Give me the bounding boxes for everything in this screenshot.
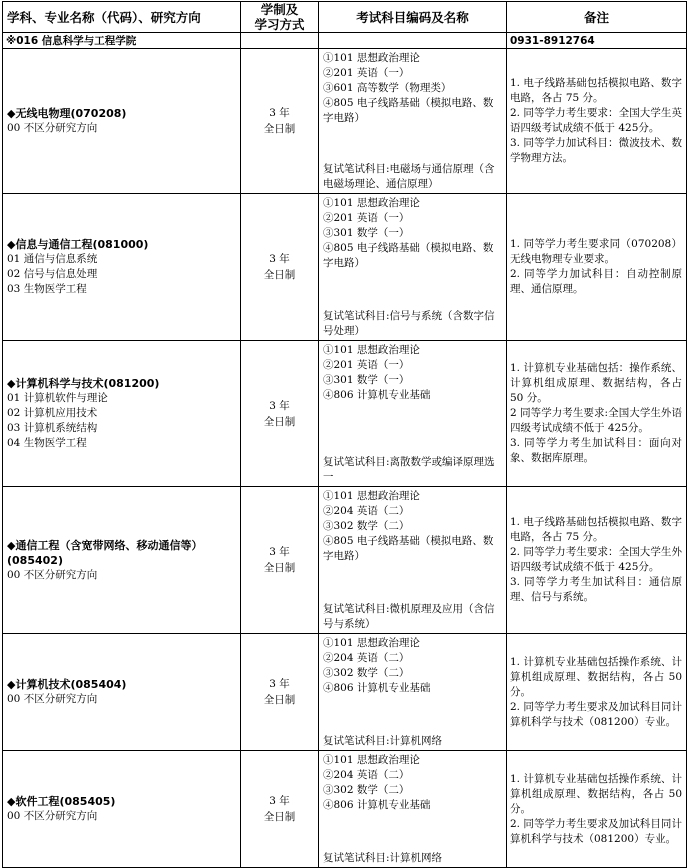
header-exam: 考试科目编码及名称: [319, 2, 507, 33]
exam-list: [323, 343, 503, 403]
exam-subjects: [319, 49, 506, 193]
exam-subject: ③302 数学（二）: [323, 667, 410, 679]
exam-subjects: [319, 341, 506, 486]
exam-cell: [319, 341, 507, 487]
note-line: 2. 同等学力考生要求及加试科目同计算机科学与技术（081200）专业。: [510, 700, 682, 728]
study-mode: 全日制: [263, 811, 296, 823]
exam-subject: ①101 思想政治理论: [323, 52, 420, 64]
study-mode-cell: [241, 194, 319, 341]
program-name: ◆通信工程（含宽带网络、移动通信等）(085402): [7, 538, 203, 567]
note-line: 3. 同等学力加试科目：微波技术、数学物理方法。: [510, 137, 682, 164]
header-program: 学科、专业名称（代码）、研究方向: [3, 2, 241, 33]
study-mode-cell: [241, 487, 319, 634]
program-row: [3, 341, 687, 487]
study-years: 3 年: [269, 253, 290, 265]
program-row: [3, 194, 687, 341]
exam-list: [323, 636, 503, 696]
exam-subject: ④806 计算机专业基础: [323, 389, 431, 401]
note-line: 2. 同等学力加试科目：自动控制原理、通信原理。: [510, 268, 682, 295]
program-row: [3, 49, 687, 194]
program-name: ◆计算机科学与技术(081200): [7, 377, 160, 390]
study-years: 3 年: [269, 795, 290, 807]
program-direction: 03 计算机系统结构: [7, 422, 98, 434]
exam-subjects: [319, 751, 506, 867]
study-years: 3 年: [269, 546, 290, 558]
exam-list: [323, 753, 503, 813]
exam-subject: ④805 电子线路基础（模拟电路、数字电路）: [323, 535, 494, 562]
exam-subject: ③601 高等数学（物理类）: [323, 82, 452, 94]
study-mode-cell: [241, 49, 319, 194]
school-row: [3, 33, 687, 49]
note-line: 2 同等学力考生要求:全国大学生外语四级考试成绩不低于 425分。: [510, 407, 682, 434]
retest-subject: 复试笔试科目:微机原理及应用（含信号与系统）: [323, 603, 495, 630]
school-blank-mode: [241, 33, 319, 49]
exam-cell: [319, 751, 507, 868]
header-row: [3, 2, 687, 33]
program-direction: 00 不区分研究方向: [7, 810, 98, 822]
program-direction: 00 不区分研究方向: [7, 122, 98, 134]
header-notes: 备注: [507, 2, 687, 33]
exam-list: [323, 51, 503, 126]
study-mode-cell: [241, 341, 319, 487]
exam-cell: [319, 634, 507, 751]
exam-subject: ②204 英语（二）: [323, 505, 410, 517]
school-phone: 0931-8912764: [507, 33, 687, 49]
exam-subjects: [319, 634, 506, 750]
study-mode: 全日制: [263, 415, 296, 428]
notes-cell: [507, 194, 687, 341]
exam-subject: ②204 英语（二）: [323, 652, 410, 664]
exam-subject: ②201 英语（一）: [323, 212, 410, 224]
study-years: 3 年: [269, 399, 290, 412]
program-row: [3, 634, 687, 751]
note-line: 1. 同等学力考生要求同（070208）无线电物理专业要求。: [510, 238, 682, 265]
exam-subject: ④806 计算机专业基础: [323, 682, 431, 694]
program-cell: [3, 341, 241, 487]
program-direction: 01 计算机软件与理论: [7, 392, 108, 404]
program-direction: 00 不区分研究方向: [7, 568, 98, 581]
exam-subject: ③302 数学（二）: [323, 784, 410, 796]
exam-subject: ③301 数学（一）: [323, 227, 410, 239]
exam-subject: ③302 数学（二）: [323, 520, 410, 532]
retest-subject: 复试笔试科目:计算机网络: [323, 852, 443, 864]
program-direction: 03 生物医学工程: [7, 283, 87, 295]
note-line: 1. 计算机专业基础包括操作系统、计算机组成原理、数据结构，各占 50 分。: [510, 655, 682, 698]
study-years: 3 年: [269, 678, 290, 690]
retest-subject: 复试笔试科目:电磁场与通信原理（含电磁场理论、通信原理）: [323, 163, 495, 190]
note-line: 3. 同等学力考生加试科目：通信原理、信号与系统。: [510, 576, 682, 603]
program-row: [3, 487, 687, 634]
exam-subject: ①101 思想政治理论: [323, 637, 420, 649]
school-name: ※016 信息科学与工程学院: [3, 33, 241, 49]
exam-cell: [319, 487, 507, 634]
study-mode-cell: [241, 751, 319, 868]
notes-cell: [507, 487, 687, 634]
study-mode-cell: [241, 634, 319, 751]
exam-list: [323, 196, 503, 271]
program-direction: 02 信号与信息处理: [7, 268, 98, 280]
exam-cell: [319, 49, 507, 194]
program-cell: [3, 49, 241, 194]
study-years: 3 年: [269, 107, 290, 119]
program-name: ◆软件工程(085405): [7, 795, 116, 808]
retest-subject: 复试笔试科目:离散数学或编译原理选一: [323, 456, 495, 483]
program-rows: [3, 49, 687, 868]
program-cell: [3, 751, 241, 868]
program-direction: 01 通信与信息系统: [7, 253, 98, 265]
exam-subject: ③301 数学（一）: [323, 374, 410, 386]
program-direction: 04 生物医学工程: [7, 437, 87, 449]
note-line: 2. 同等学力考生要求：全国大学生英语四级考试成绩不低于 425分。: [510, 107, 682, 134]
exam-subject: ④805 电子线路基础（模拟电路、数字电路）: [323, 242, 494, 269]
program-cell: [3, 634, 241, 751]
exam-subject: ①101 思想政治理论: [323, 490, 420, 502]
note-line: 1. 计算机专业基础包括操作系统、计算机组成原理、数据结构，各占 50 分。: [510, 772, 682, 815]
study-mode: 全日制: [263, 269, 296, 281]
note-line: 1. 电子线路基础包括模拟电路、数字电路，各占 75 分。: [510, 77, 682, 104]
exam-subject: ①101 思想政治理论: [323, 754, 420, 766]
study-mode: 全日制: [263, 123, 296, 135]
exam-cell: [319, 194, 507, 341]
retest-subject: 复试笔试科目:计算机网络: [323, 735, 443, 747]
notes-cell: [507, 341, 687, 487]
note-line: 2. 同等学力考生要求及加试科目同计算机科学与技术（081200）专业。: [510, 817, 682, 845]
exam-subject: ④805 电子线路基础（模拟电路、数字电路）: [323, 97, 494, 124]
school-blank-exam: [319, 33, 507, 49]
exam-subject: ②201 英语（一）: [323, 67, 410, 79]
note-line: 1. 计算机专业基础包括：操作系统、计算机组成原理、数据结构，各占 50 分。: [510, 362, 682, 404]
admissions-table: [2, 1, 687, 868]
program-direction: 02 计算机应用技术: [7, 407, 98, 419]
notes-cell: [507, 634, 687, 751]
header-mode-line1: 学制及: [260, 2, 299, 17]
exam-subject: ①101 思想政治理论: [323, 197, 420, 209]
exam-subject: ①101 思想政治理论: [323, 344, 420, 356]
note-line: 3. 同等学力考生加试科目：面向对象、数据库原理。: [510, 437, 682, 464]
exam-subjects: [319, 487, 506, 633]
note-line: 2. 同等学力考生要求：全国大学生外语四级考试成绩不低于 425分。: [510, 546, 682, 573]
exam-subjects: [319, 194, 506, 340]
program-cell: [3, 194, 241, 341]
notes-cell: [507, 49, 687, 194]
header-mode: [241, 2, 319, 33]
exam-subject: ②204 英语（二）: [323, 769, 410, 781]
header-mode-line2: 学习方式: [254, 17, 305, 32]
study-mode: 全日制: [263, 694, 296, 706]
program-name: ◆计算机技术(085404): [7, 678, 127, 691]
program-direction: 00 不区分研究方向: [7, 693, 98, 705]
program-name: ◆信息与通信工程(081000): [7, 238, 149, 251]
notes-cell: [507, 751, 687, 868]
exam-list: [323, 489, 503, 564]
exam-subject: ④806 计算机专业基础: [323, 799, 431, 811]
retest-subject: 复试笔试科目:信号与系统（含数字信号处理）: [323, 310, 495, 337]
study-mode: 全日制: [263, 562, 296, 574]
program-row: [3, 751, 687, 868]
note-line: 1. 电子线路基础包括模拟电路、数字电路，各占 75 分。: [510, 516, 682, 543]
program-cell: [3, 487, 241, 634]
exam-subject: ②201 英语（一）: [323, 359, 410, 371]
program-name: ◆无线电物理(070208): [7, 107, 127, 120]
